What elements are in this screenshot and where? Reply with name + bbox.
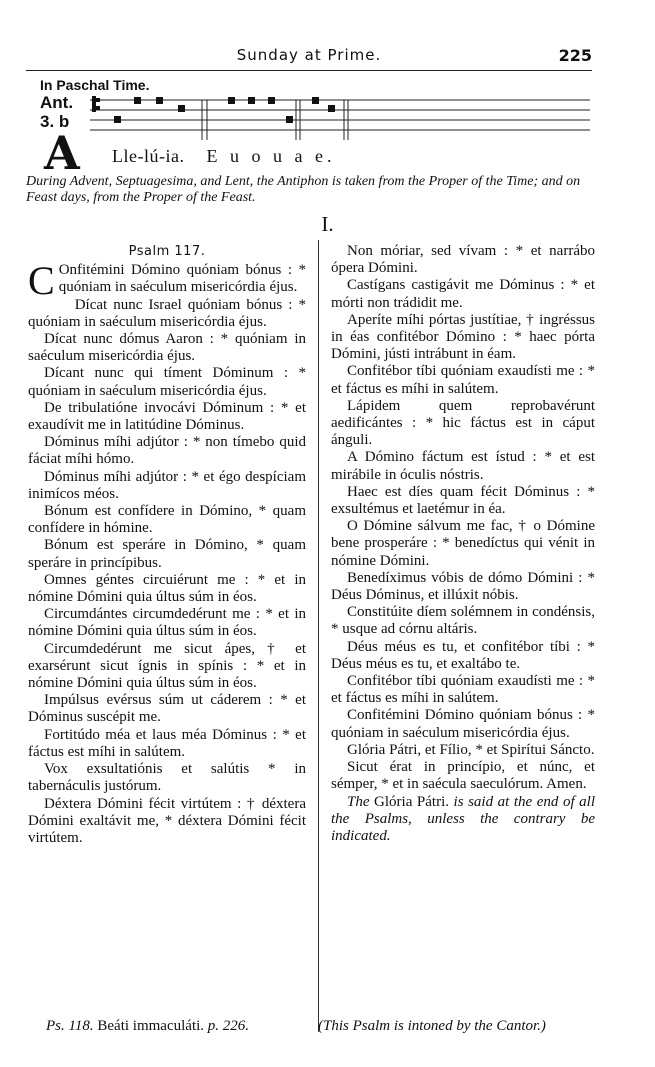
verse: Haec est díes quam fécit Dóminus : * exsultémus et laetémur in éa. [331,483,595,518]
section-numeral: I. [321,212,334,236]
mode-label: 3. b [40,112,70,131]
verse: Confitébor tíbi quóniam exaudísti me : * et fáctus es míhi in salútem. [331,363,595,397]
verse: Confitébor tíbi quóniam exaudísti me : * et fáctus es míhi in salútem. [331,673,595,707]
verse: Circumdedérunt me sicut ápes, † et exarsérunt sicut ígnis in spínis : * et in nómine Dómini quia últus súm in éos. [28,640,306,692]
c-clef [92,96,96,112]
verse: Déus méus es tu, et confitébor tíbi : * Déus méus es tu, et exaltábo te. [331,638,595,672]
note [228,97,235,104]
note [178,105,185,112]
verse: De tribulatióne invocávi Dóminum : * et exaudívit me in latitúdine Dóminus. [28,399,306,434]
note [114,116,121,123]
footer-reference: Ps. 118. Beáti immaculáti. p. 226. [46,1018,250,1034]
verse: Glória Pátri, et Fílio, * et Spirítui Sáncto. [347,741,595,758]
verse: Impúlsus evérsus súm ut cáderem : * et Dóminus suscépit me. [28,692,306,726]
header-rule [26,70,592,71]
verse: Dícat nunc Israel quóniam bónus : * quóniam in saéculum misericórdia éjus. [28,296,306,330]
psalm-title: Psalm 117. [128,244,206,259]
verse: Benedíximus vóbis de dómo Dómini : * Déus Dóminus, et illúxit nóbis. [331,569,595,604]
running-title: Sunday at Prime. [236,46,382,64]
chant-staff [90,96,590,140]
note [248,97,255,104]
verse: Bónum est confídere in Dómino, * quam confídere in hómine. [28,503,306,537]
note [268,97,275,104]
verse: Circumdántes circumdedérunt me : * et in nómine Dómini quia últus súm in éos. [28,606,306,640]
note [328,105,335,112]
footer-note: (This Psalm is intoned by the Cantor.) [318,1018,546,1034]
initial-letter: A [44,126,80,180]
antiphon-lyrics [112,146,335,167]
verse: Castígans castigávit me Dóminus : * et mórti non trádidit me. [331,277,595,311]
note [134,97,141,104]
verse: Aperíte míhi pórtas justítiae, † ingréssus in éas confitébor Dómino : * haec pórta Dómini, jústi intrábunt in éam. [331,311,595,363]
page-number: 225 [558,46,592,65]
left-column [28,243,306,847]
verse: Fortitúdo méa et laus méa Dóminus : * et fáctus est míhi in salútem. [28,726,306,760]
closing-note: The Glória Pátri. is said at the end of all the Psalms, unless the contrary be indicated. [331,793,595,844]
verse: Omnes géntes circuiérunt me : * et in nómine Dómini quia últus súm in éos. [28,571,306,606]
verse: Dóminus míhi adjútor : * non tímebo quid fáciat míhi hómo. [28,434,306,468]
verse: Dóminus míhi adjútor : * et égo despíciam inimícos méos. [28,468,306,502]
verse: Bónum est speráre in Dómino, * quam speráre in princípibus. [28,537,306,571]
verse: Dícant nunc qui tíment Dóminum : * quóniam in saéculum misericórdia éjus. [28,365,306,399]
verse: Constitúite díem solémnem in condénsis, * usque ad córnu altáris. [331,604,595,638]
verse: Non móriar, sed vívam : * et narrábo ópera Dómini. [331,243,595,277]
verse: Déxtera Dómini fécit virtútem : † déxtera Dómini exaltávit me, * déxtera Dómini fécit virtútem. [28,795,306,846]
right-column [331,243,595,845]
verse: Vox exsultatiónis et salútis * in tabernáculis justórum. [28,761,306,795]
note [312,97,319,104]
verse: A Dómino fáctum est ístud : * et est mirábile in óculis nóstris. [331,449,595,483]
note [156,97,163,104]
page-header [26,46,592,70]
verse: Confitémini Dómino quóniam bónus : * quóniam in saéculum misericórdia éjus. [331,707,595,741]
column-divider [318,240,319,1032]
drop-cap: C [28,258,55,304]
verse: Dícat nunc dómus Aaron : * quóniam in saéculum misericórdia éjus. [28,331,306,365]
verse: C Onfitémini Dómino quóniam bónus : * quóniam in saéculum misericórdia éjus. [28,258,306,304]
alleluia-text: Lle-lú-ia. [112,146,185,166]
ant-label: Ant. [40,93,74,112]
verse: Lápidem quem reprobavérunt aedificántes : * hic fáctus est in cáput ánguli. [331,397,595,449]
rubric: During Advent, Septuagesima, and Lent, the Antiphon is taken from the Proper of the Time; and on Feast days, from the Proper of the Feast. [26,174,581,205]
paschal-label: In Paschal Time. [40,77,150,93]
note [286,116,293,123]
verse: Sicut érat in princípio, et núnc, et sémper, * et in saécula saeculórum. Amen. [331,759,595,793]
verse: O Dómine sálvum me fac, † o Dómine bene prosperáre : * benedíctus qui vénit in nómine Dómini. [331,518,595,569]
euouae-text: E u o u a e. [206,146,336,166]
